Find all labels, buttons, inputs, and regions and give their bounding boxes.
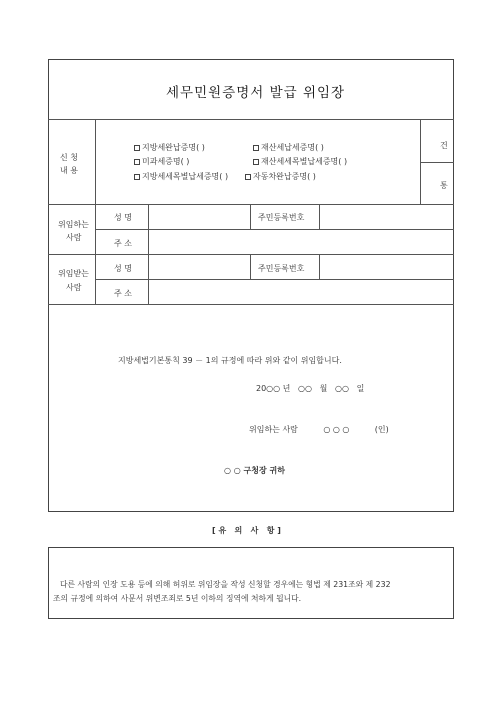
delegator-address-field[interactable] <box>150 231 453 253</box>
count-label: 건 <box>440 141 448 150</box>
option-label: 미과세증명( ) <box>142 157 190 166</box>
notice-heading: [ 유 의 사 항 ] <box>212 526 281 535</box>
divider <box>319 204 320 229</box>
notice-text: 조의 규정에 의하여 사문서 위변조죄로 5년 이하의 징역에 처하게 됩니다. <box>53 594 302 603</box>
checkbox-icon[interactable] <box>245 174 251 180</box>
application-label: 신 청 <box>60 153 78 162</box>
notice-text: 다른 사람의 인장 도용 등에 의해 허위로 위임장을 작성 신청할 경우에는 형법 제 231조와 제 232 <box>60 580 391 589</box>
divider <box>420 119 421 204</box>
option-label: 지방세세목별납세증명( ) <box>142 172 229 181</box>
checkbox-option[interactable] <box>134 142 205 153</box>
delegator-address-label: 주 소 <box>114 239 132 248</box>
delegatee-label: 사람 <box>66 283 82 292</box>
recipient-line: ○ ○ 구청장 귀하 <box>224 466 285 475</box>
divider <box>319 254 320 279</box>
option-label: 자동차완납증명( ) <box>253 172 316 181</box>
date-line: 20○○ 년 ○○ 월 ○○ 일 <box>256 384 365 393</box>
checkbox-icon[interactable] <box>134 174 140 180</box>
checkbox-icon[interactable] <box>253 159 259 165</box>
statement-text: 지방세법기본통칙 39 － 1의 규정에 따라 위와 같이 위임합니다. <box>118 356 342 365</box>
page-title: 세무민원증명서 발급 위임장 <box>166 85 346 101</box>
divider <box>48 119 454 120</box>
option-label: 재산세납세증명( ) <box>261 143 324 152</box>
delegatee-address-label: 주 소 <box>114 289 132 298</box>
checkbox-option[interactable] <box>134 171 228 182</box>
divider <box>148 204 149 304</box>
divider <box>95 119 96 304</box>
delegator-name-label: 성 명 <box>114 213 132 222</box>
checkbox-option[interactable] <box>245 171 316 182</box>
delegatee-label: 위임받는 <box>58 269 89 278</box>
checkbox-option[interactable] <box>134 156 189 167</box>
delegator-label: 위임하는 <box>58 220 89 229</box>
checkbox-option[interactable] <box>253 142 324 153</box>
application-label: 내 용 <box>60 166 78 175</box>
delegatee-id-field[interactable] <box>321 256 453 278</box>
delegator-id-label: 주민등록번호 <box>258 213 305 222</box>
divider <box>48 204 454 205</box>
delegatee-name-label: 성 명 <box>114 264 132 273</box>
delegatee-name-field[interactable] <box>150 256 249 278</box>
checkbox-icon[interactable] <box>253 145 259 151</box>
divider <box>48 304 454 305</box>
checkbox-icon[interactable] <box>134 159 140 165</box>
delegator-name-field[interactable] <box>150 206 249 228</box>
delegatee-id-label: 주민등록번호 <box>258 264 305 273</box>
option-label: 재산세세목별납세증명( ) <box>261 157 348 166</box>
delegatee-address-field[interactable] <box>150 281 453 303</box>
divider <box>250 254 251 279</box>
option-label: 지방세완납증명( ) <box>142 143 205 152</box>
delegator-id-field[interactable] <box>321 206 453 228</box>
delegator-label: 사람 <box>66 233 82 242</box>
divider <box>250 204 251 229</box>
checkbox-option[interactable] <box>253 156 347 167</box>
divider <box>48 254 454 255</box>
checkbox-icon[interactable] <box>134 145 140 151</box>
signer-line: 위임하는 사람 ○ ○ ○ (인) <box>249 425 389 434</box>
divider <box>420 162 454 163</box>
copies-label: 통 <box>440 181 448 190</box>
